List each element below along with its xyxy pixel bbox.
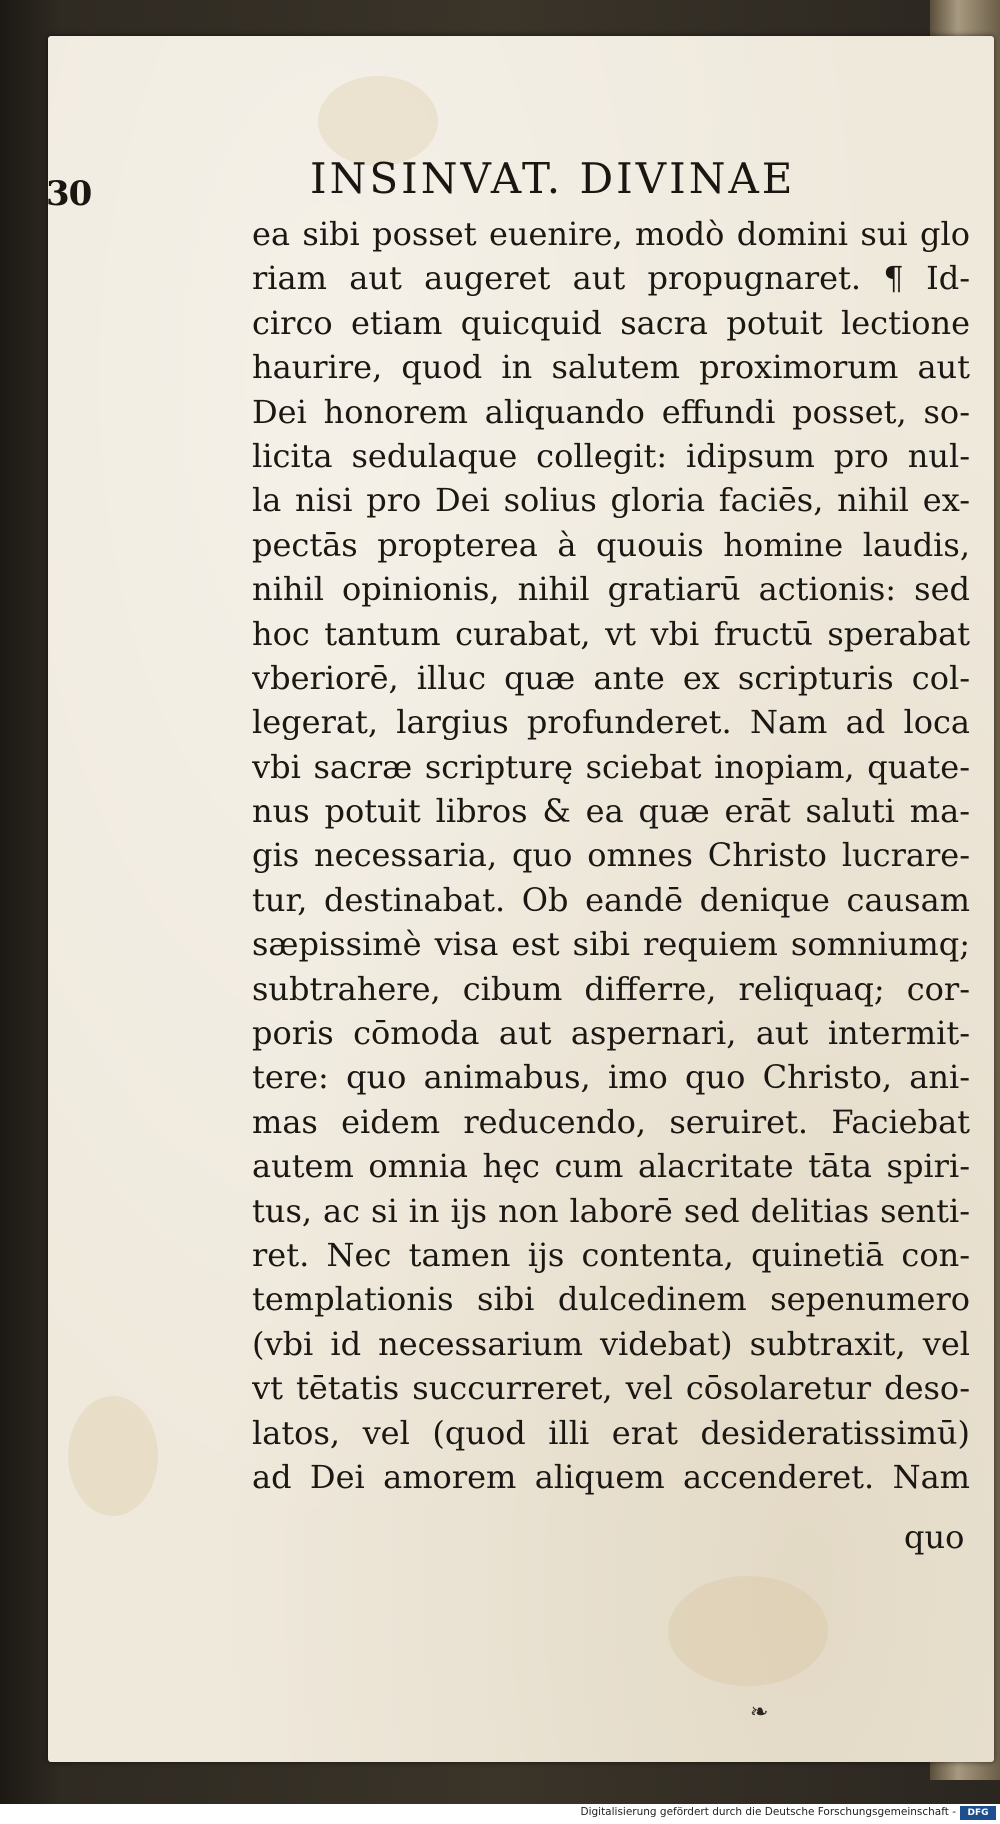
text-line: (vbi id necessarium videbat) subtraxit, vel: [252, 1324, 970, 1363]
text-line: vt tētatis succurreret, vel cōsolaretur deso-: [252, 1369, 970, 1408]
text-line: nus potuit libros & ea quæ erāt saluti ma-: [252, 792, 970, 831]
text-line: vberiorē, illuc quæ ante ex scripturis col-: [252, 658, 970, 697]
paper-stain: [318, 76, 438, 166]
text-line: Dei honorem aliquando effundi posset, so-: [252, 392, 970, 431]
text-line: ad Dei amorem aliquem accenderet. Nam: [252, 1457, 970, 1496]
text-line: licita sedulaque collegit: idipsum pro nul-: [252, 436, 970, 475]
text-line: riam aut augeret aut propugnaret. ¶ Id-: [252, 259, 970, 298]
footer-credit: Digitalisierung gefördert durch die Deutsche Forschungsgemeinschaft -: [580, 1806, 956, 1818]
paper-stain: [668, 1576, 828, 1686]
catchword: quo: [904, 1518, 965, 1556]
page-number: 30: [46, 174, 92, 214]
text-line: hoc tantum curabat, vt vbi fructū sperabat: [252, 614, 970, 653]
running-head: INSINVAT. DIVINAE: [310, 154, 796, 203]
text-line: tur, destinabat. Ob eandē denique causam: [252, 880, 970, 919]
text-line: circo etiam quicquid sacra potuit lectione: [252, 303, 970, 342]
body-text: [252, 212, 970, 1499]
text-line: tus, ac si in ijs non laborē sed delitias senti-: [252, 1191, 970, 1230]
text-line: sæpissimè visa est sibi requiem somniumq;: [252, 925, 970, 964]
text-line: nihil opinionis, nihil gratiarū actionis: sed: [252, 570, 970, 609]
text-line: autem omnia hęc cum alacritate tāta spiri-: [252, 1147, 970, 1186]
text-line: poris cōmoda aut aspernari, aut intermit-: [252, 1014, 970, 1053]
dfg-logo: DFG: [960, 1806, 996, 1820]
text-line: legerat, largius profunderet. Nam ad loca: [252, 703, 970, 742]
text-line: gis necessaria, quo omnes Christo lucrare-: [252, 836, 970, 875]
ornament-icon: ❧: [750, 1700, 769, 1725]
text-line: templationis sibi dulcedinem sepenumero: [252, 1280, 970, 1319]
text-line: subtrahere, cibum differre, reliquaq; cor-: [252, 969, 970, 1008]
text-line: la nisi pro Dei solius gloria faciēs, nihil ex-: [252, 481, 970, 520]
text-line: vbi sacræ scripturę sciebat inopiam, quate-: [252, 747, 970, 786]
text-line: haurire, quod in salutem proximorum aut: [252, 348, 970, 387]
text-line: latos, vel (quod illi erat desideratissimū): [252, 1413, 970, 1452]
text-line: mas eidem reducendo, seruiret. Faciebat: [252, 1102, 970, 1141]
text-line: ea sibi posset euenire, modò domini sui glo: [252, 215, 970, 253]
paper-stain: [68, 1396, 158, 1516]
text-line: tere: quo animabus, imo quo Christo, ani-: [252, 1058, 970, 1097]
text-line: pectās propterea à quouis homine laudis,: [252, 525, 970, 564]
text-line: ret. Nec tamen ijs contenta, quinetiā con-: [252, 1235, 970, 1274]
